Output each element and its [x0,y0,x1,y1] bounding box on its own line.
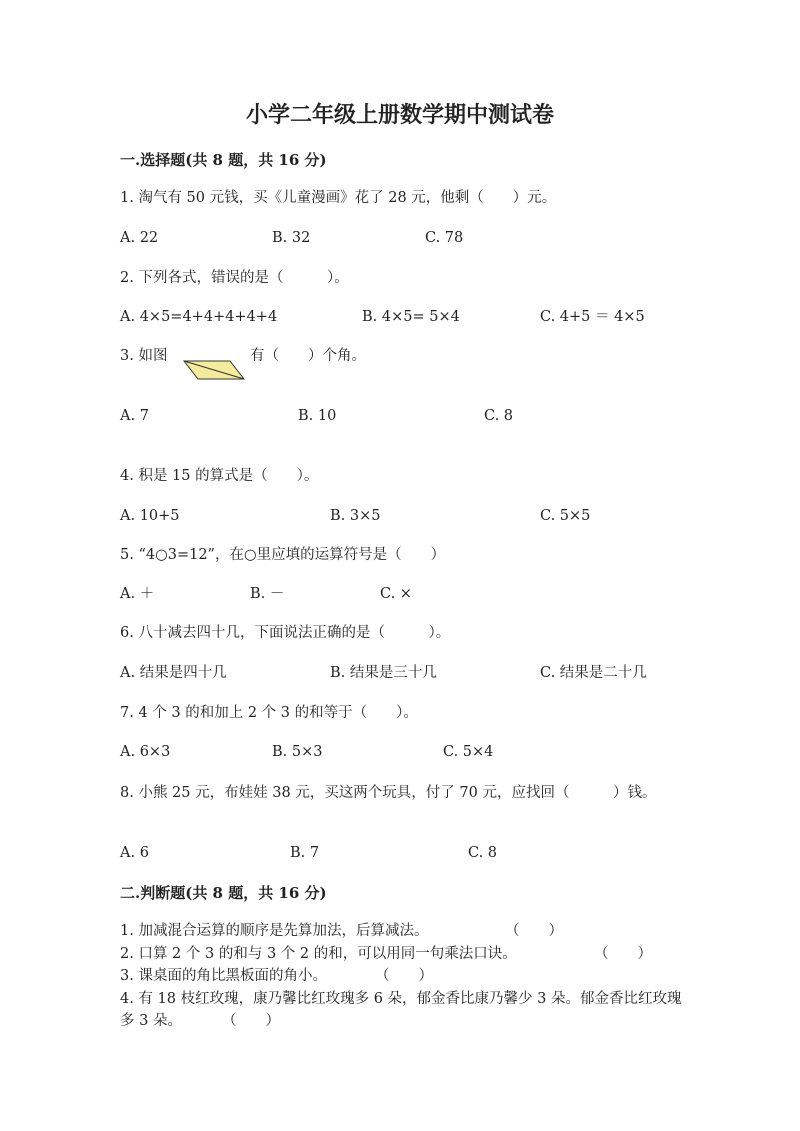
question-2-option-a[interactable]: A. 4×5=4+4+4+4+4 [120,309,278,325]
page-title: 小学二年级上册数学期中测试卷 [245,102,554,128]
question-1-stem: 1. 淘气有 50 元钱，买《儿童漫画》花了 28 元，他剩（ ）元。 [120,190,557,206]
judge-item-2-blank[interactable]: （ ） [594,946,652,962]
question-5-option-a[interactable]: A. ＋ [120,586,155,602]
question-4-option-b[interactable]: B. 3×5 [330,508,381,524]
judge-item-4-text: 4. 有 18 枝红玫瑰，康乃馨比红玫瑰多 6 朵，郁金香比康乃馨少 3 朵。郁金香比红玫瑰多 3 朵。 [120,991,682,1029]
question-4-option-a[interactable]: A. 10+5 [120,508,180,524]
judge-item-1: 1. 加减混合运算的顺序是先算加法，后算减法。 [120,923,429,939]
question-8-option-a[interactable]: A. 6 [120,845,149,861]
parallelogram-icon [181,358,247,382]
question-3-stem-end: 有（ ）个角。 [250,348,366,364]
question-6-option-b[interactable]: B. 结果是三十几 [330,665,437,681]
question-1-option-b[interactable]: B. 32 [272,230,311,246]
judge-item-1-blank[interactable]: （ ） [505,923,563,939]
question-6-stem: 6. 八十减去四十几，下面说法正确的是（ ）。 [120,625,451,641]
section-heading-true-false: 二.判断题(共 8 题，共 16 分) [120,884,327,902]
question-7-option-a[interactable]: A. 6×3 [120,744,171,760]
question-7-stem: 7. 4 个 3 的和加上 2 个 3 的和等于（ ）。 [120,705,418,721]
question-8-option-b[interactable]: B. 7 [290,845,320,861]
question-5-stem: 5. “4○3=12”，在○里应填的运算符号是（ ） [120,547,446,563]
question-2-stem: 2. 下列各式，错误的是（ ）。 [120,270,349,286]
judge-item-3-blank[interactable]: （ ） [375,968,433,984]
question-3-option-b[interactable]: B. 10 [298,408,337,424]
question-8-stem: 8. 小熊 25 元，布娃娃 38 元，买这两个玩具，付了 70 元，应找回（ ）钱。 [120,785,657,801]
judge-item-4 [120,988,685,1032]
question-1-option-c[interactable]: C. 78 [425,230,464,246]
judge-item-4-blank[interactable]: （ ） [221,1013,280,1029]
question-6-option-c[interactable]: C. 结果是二十几 [540,665,647,681]
question-6-option-a[interactable]: A. 结果是四十几 [120,665,227,681]
question-3-option-a[interactable]: A. 7 [120,408,149,424]
question-4-option-c[interactable]: C. 5×5 [540,508,591,524]
question-3-stem-start: 3. 如图 [120,348,168,364]
question-5-option-b[interactable]: B. － [250,586,285,602]
question-4-stem: 4. 积是 15 的算式是（ ）。 [120,468,319,484]
question-7-option-c[interactable]: C. 5×4 [443,744,494,760]
question-2-option-b[interactable]: B. 4×5= 5×4 [362,309,460,325]
section-heading-choice: 一.选择题(共 8 题，共 16 分) [120,151,327,169]
judge-item-2: 2. 口算 2 个 3 的和与 3 个 2 的和，可以用同一句乘法口诀。 [120,946,517,962]
question-1-option-a[interactable]: A. 22 [120,230,159,246]
question-3-option-c[interactable]: C. 8 [484,408,514,424]
judge-item-3: 3. 课桌面的角比黑板面的角小。 [120,968,327,984]
question-7-option-b[interactable]: B. 5×3 [272,744,323,760]
question-2-option-c[interactable]: C. 4+5 ＝ 4×5 [540,309,645,325]
question-8-option-c[interactable]: C. 8 [468,845,498,861]
question-5-option-c[interactable]: C. × [380,586,412,602]
